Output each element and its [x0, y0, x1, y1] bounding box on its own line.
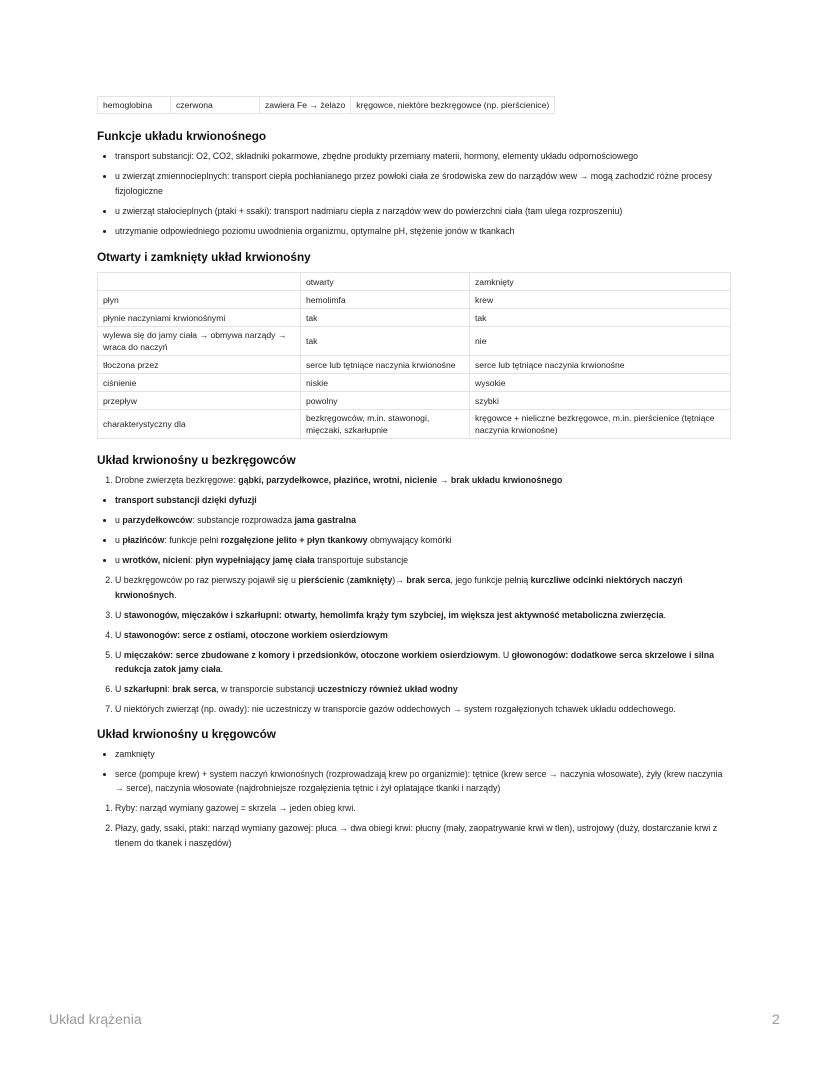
table-row	[98, 374, 731, 392]
list-item	[115, 513, 731, 528]
text: . U	[497, 649, 512, 660]
list-item: • utrzymanie odpowiedniego poziomu uwodnienia organizmu, optymalne pH, stężenie jonów w tkankach	[115, 224, 731, 239]
vertebrates-numbered	[97, 801, 731, 850]
bold-text: parzydełkowców	[122, 515, 193, 525]
table-cell: kręgowce, niektóre bezkręgowce (np. pierścienice)	[351, 97, 555, 114]
text: , jego funkcje pełnią	[450, 575, 531, 585]
table-cell: serce lub tętniące naczynia krwionośne	[301, 356, 470, 374]
table-cell: krew	[470, 291, 731, 309]
text: :	[190, 555, 196, 565]
table-cell: serce lub tętniące naczynia krwionośne	[470, 356, 731, 374]
table-cell: wylewa się do jamy ciała → obmywa narządy → wraca do naczyń	[98, 327, 301, 356]
text: .	[220, 664, 224, 674]
bold-text: szkarłupni	[123, 684, 168, 694]
section-title-open-closed: Otwarty i zamknięty układ krwionośny	[97, 250, 311, 264]
bold-text: pierścienic	[298, 575, 345, 585]
page-number: 2	[772, 1011, 780, 1027]
table-cell: szybki	[470, 392, 731, 410]
invertebrates-bullets	[97, 493, 731, 568]
table-row	[98, 392, 731, 410]
text: .	[663, 609, 666, 620]
bold-text: brak serca	[406, 575, 451, 585]
text: u	[115, 555, 123, 565]
text: U	[115, 649, 124, 660]
table-cell: wysokie	[470, 374, 731, 392]
table-row	[98, 309, 731, 327]
text: :	[167, 684, 173, 694]
bold-text: brak serca	[172, 684, 217, 694]
list-item: 2. Płazy, gady, ssaki, ptaki: narząd wymiany gazowej: płuca → dwa obiegi krwi: płucny (mały, zaopatrywanie krwi w tlen), ustrojowy (duży, dostarczanie krwi z tlenem do tkanek i naszędów)	[115, 821, 731, 850]
bold-text: stawonogów: serce z ostiami, otoczone workiem osierdziowym	[123, 629, 388, 640]
table-cell: ciśnienie	[98, 374, 301, 392]
table-cell: niskie	[301, 374, 470, 392]
bold-text: gąbki, parzydełkowce, płazińce, wrotni, nicienie → brak układu krwionośnego	[238, 475, 563, 485]
list-item: • transport substancji: O2, CO2, składniki pokarmowe, zbędne produkty przemiany materii, hormony, elementy układu odpornościowego	[115, 149, 731, 164]
section-title-vertebrates: Układ krwionośny u kręgowców	[97, 726, 276, 741]
bold-text: mięczaków: serce zbudowane z komory i przedsionków, otoczone workiem osierdziowym	[123, 649, 498, 660]
vertebrates-bullets	[97, 747, 731, 796]
table-cell: bezkręgowców, m.in. stawonogi, mięczaki, szkarłupnie	[301, 410, 470, 439]
functions-list	[97, 149, 731, 238]
table-cell: charakterystyczny dla	[98, 410, 301, 439]
table-row	[98, 327, 731, 356]
footer-title: Układ krążenia	[49, 1011, 142, 1027]
list-item: 7. U niektórych zwierząt (np. owady): nie uczestniczy w transporcie gazów oddechowych → system rozgałęzionych tchawek układu oddechowego.	[115, 702, 731, 717]
text: U bezkręgowców po raz pierwszy pojawił się u	[115, 575, 299, 585]
table-row	[98, 291, 731, 309]
list-item	[115, 608, 731, 623]
table-cell: tak	[301, 327, 470, 356]
bold-text: jama gastralna	[294, 515, 357, 525]
page-content	[97, 96, 731, 856]
bold-text: płyn wypełniający jamę ciała	[195, 555, 315, 565]
table-cell: nie	[470, 327, 731, 356]
table-row	[98, 356, 731, 374]
table-row	[98, 97, 555, 114]
text: Drobne zwierzęta bezkręgowe:	[115, 475, 239, 485]
table-cell: czerwona	[171, 97, 260, 114]
bold-text: głowonogów: dodatkowe serca skrzelowe i silna redukcja zatok jamy ciała	[115, 649, 714, 674]
list-item: • u zwierząt zmiennocieplnych: transport ciepła pochłanianego przez powłoki ciała ze środowiska zew do narządów wew → mogą zachodzić różne procesy fizjologiczne	[115, 169, 731, 198]
list-item: • u zwierząt stałocieplnych (ptaki + ssaki): transport nadmiaru ciepła z narządów wew do powierzchni ciała (tam ulega rozproszeniu)	[115, 204, 731, 219]
text: : funkcje pełni	[164, 535, 221, 545]
hemoglobin-table	[97, 96, 555, 114]
bold-text: stawonogów, mięczaków i szkarłupni: otwarty, hemolimfa krąży tym szybciej, im większa jest aktywność metaboliczna zwierzęcia	[123, 609, 664, 620]
table-row	[98, 410, 731, 439]
text: u	[115, 515, 123, 525]
comparison-table	[97, 272, 731, 439]
table-cell: hemoglobina	[98, 97, 171, 114]
list-item	[115, 553, 731, 568]
text: u	[115, 535, 123, 545]
list-item	[115, 573, 731, 602]
table-cell: kręgowce + nieliczne bezkręgowce, m.in. pierścienice (tętniące naczynia krwionośne)	[470, 410, 731, 439]
text: U	[115, 684, 124, 694]
table-cell: przepływ	[98, 392, 301, 410]
text: )→	[392, 575, 407, 585]
text: U	[115, 609, 124, 620]
table-header-cell: otwarty	[301, 273, 470, 291]
list-item	[115, 533, 731, 548]
bold-text: kurczliwe odcinki niektórych naczyń krwionośnych	[115, 575, 683, 600]
table-header-row	[98, 273, 731, 291]
text: , w transporcie substancji	[216, 684, 318, 694]
section-title-functions: Funkcje układu krwionośnego	[97, 129, 267, 143]
table-cell: płyn	[98, 291, 301, 309]
bold-text: uczestniczy również układ wodny	[317, 684, 458, 694]
table-cell: tłoczona przez	[98, 356, 301, 374]
bold-text: transport substancji dzięki dyfuzji	[115, 495, 257, 505]
invertebrates-list-1	[97, 473, 731, 488]
list-item	[115, 628, 731, 643]
table-header-cell: zamknięty	[470, 273, 731, 291]
table-cell: płynie naczyniami krwionośnymi	[98, 309, 301, 327]
text: obmywający komórki	[367, 535, 452, 545]
list-item	[115, 493, 731, 508]
bold-text: wrotków, nicieni	[122, 555, 191, 565]
list-item: • serce (pompuje krew) + system naczyń krwionośnych (rozprowadzają krew po organizmie): tętnice (krew serce → naczynia włosowate), żyły (krew naczynia → serce), naczynia włosowate (najdrobniejsze rozgałęzienia tętnic i żył oplatające tkanki i narządy)	[115, 767, 731, 796]
bold-text: płazińców	[122, 535, 165, 545]
list-item: 1. Ryby: narząd wymiany gazowej = skrzela → jeden obieg krwi.	[115, 801, 731, 816]
text: transportuje substancje	[314, 555, 409, 565]
table-cell: tak	[470, 309, 731, 327]
table-header-cell	[98, 273, 301, 291]
text: (	[344, 575, 350, 585]
table-cell: tak	[301, 309, 470, 327]
invertebrates-list-2	[97, 573, 731, 717]
bold-text: zamknięty	[349, 575, 393, 585]
text: .	[174, 589, 177, 600]
table-cell: hemolimfa	[301, 291, 470, 309]
list-item	[115, 648, 731, 677]
list-item	[115, 682, 731, 697]
section-title-invertebrates: Układ krwionośny u bezkręgowców	[97, 453, 296, 467]
table-cell: powolny	[301, 392, 470, 410]
text: : substancje rozprowadza	[192, 515, 295, 525]
list-item: • zamknięty	[115, 747, 731, 762]
bold-text: rozgałęzione jelito + płyn tkankowy	[220, 535, 368, 545]
text: U	[115, 629, 124, 640]
list-item	[115, 473, 731, 488]
table-cell: zawiera Fe → żelazo	[260, 97, 351, 114]
